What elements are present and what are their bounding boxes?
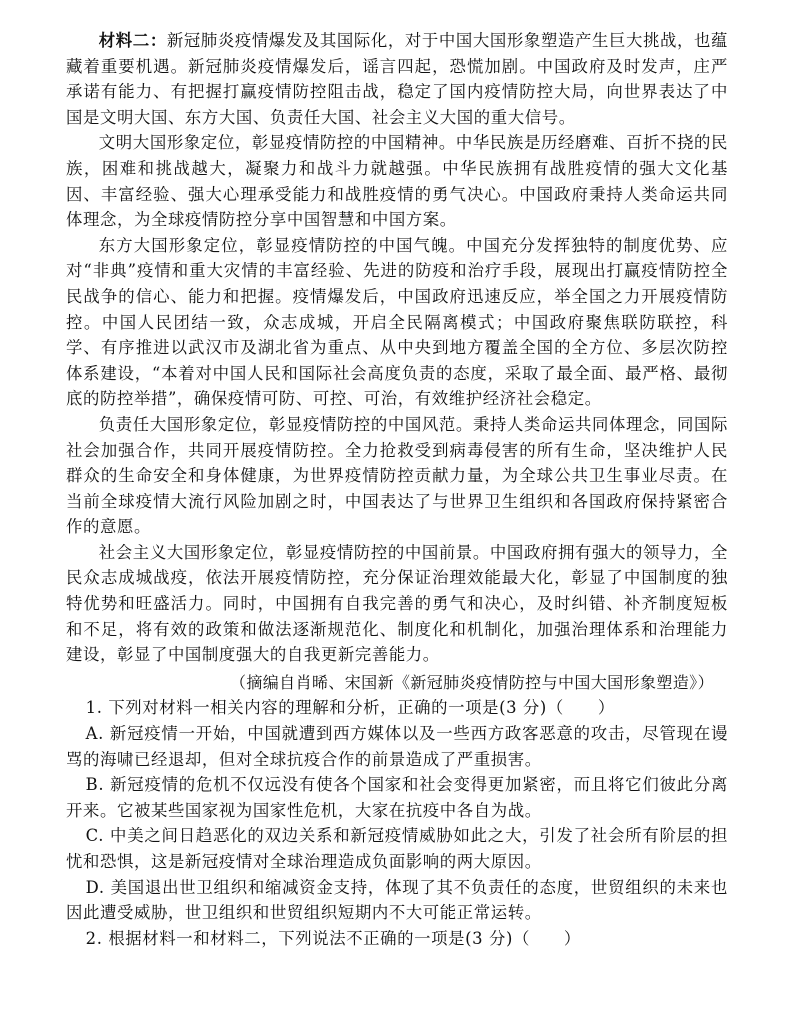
material2-paragraph-4: 负责任大国形象定位，彰显疫情防控的中国风范。秉持人类命运共同体理念，同国际社会加强合作，共同开展疫情防控。全力抢救受到病毒侵害的所有生命，坚决维护人民群众的生命安全和身体健康，为世界疫情防控贡献力量，为全球公共卫生事业尽责。在当前全球疫情大流行风险加剧之时，中国表达了与世界卫生组织和各国政府保持紧密合作的意愿。 [66,414,728,537]
material2-paragraph-2: 文明大国形象定位，彰显疫情防控的中国精神。中华民族是历经磨难、百折不挠的民族，困难和挑战越大，凝聚力和战斗力就越强。中华民族拥有战胜疫情的强大文化基因、丰富经验、强大心理承受能力和战胜疫情的勇气决心。中国政府秉持人类命运共同体理念，为全球疫情防控分享中国智慧和中国方案。 [66,133,728,230]
material2-paragraph-5: 社会主义大国形象定位，彰显疫情防控的中国前景。中国政府拥有强大的领导力，全民众志成城战疫，依法开展疫情防控，充分保证治理效能最大化，彰显了中国制度的独特优势和旺盛活力。同时，中国拥有自我完善的勇气和决心，及时纠错、补齐制度短板和不足，将有效的政策和做法逐渐规范化、制度化和机制化，加强治理体系和治理能力建设，彰显了中国制度强大的自我更新完善能力。 [66,542,728,665]
material2-label: 材料二： [98,31,167,50]
document-page [66,28,728,951]
question-2-stem: 2. 根据材料一和材料二，下列说法不正确的一项是(3 分)（ ） [85,928,581,948]
question-1-option-a: A. 新冠疫情一开始，中国就遭到西方媒体以及一些西方政客恶意的攻击，尽管现在谩骂的海啸已经退却，但对全球抗疫合作的前景造成了严重损害。 [66,724,728,769]
material2-paragraph-3: 东方大国形象定位，彰显疫情防控的中国气魄。中国充分发挥独特的制度优势、应对“非典”疫情和重大灾情的丰富经验、先进的防疫和治疗手段，展现出打赢疫情防控全民战争的信心、能力和把握。疫情爆发后，中国政府迅速反应，举全国之力开展疫情防控。中国人民团结一致，众志成城，开启全民隔离模式；中国政府聚焦联防联控，科学、有序推进以武汉市及湖北省为重点、从中央到地方覆盖全国的全方位、多层次防控体系建设，“本着对中国人民和国际社会高度负责的态度，采取了最全面、最严格、最彻底的防控举措”，确保疫情可防、可控、可治，有效维护经济社会稳定。 [66,235,728,409]
material2-paragraph-1-text: 新冠肺炎疫情爆发及其国际化，对于中国大国形象塑造产生巨大挑战，也蕴藏着重要机遇。新冠肺炎疫情爆发后，谣言四起，恐慌加剧。中国政府及时发声，庄严承诺有能力、有把握打赢疫情防控阻击战，稳定了国内疫情防控大局，向世界表达了中国是文明大国、东方大国、负责任大国、社会主义大国的重大信号。 [66,31,728,127]
source-citation: （摘编自肖晞、宋国新《新冠肺炎疫情防控与中国大国形象塑造》） [229,672,714,692]
question-1-stem: 1. 下列对材料一相关内容的理解和分析，正确的一项是(3 分)（ ） [85,698,615,718]
question-1-option-b: B. 新冠疫情的危机不仅远没有使各个国家和社会变得更加紧密，而且将它们彼此分离开来。它被某些国家视为国家性危机，大家在抗疫中各自为战。 [66,775,728,820]
question-1-option-c: C. 中美之间日趋恶化的双边关系和新冠疫情威胁如此之大，引发了社会所有阶层的担忧和恐惧，这是新冠疫情对全球治理造成负面影响的两大原因。 [66,826,728,871]
material2-paragraph-1 [66,28,728,130]
question-1-option-d: D. 美国退出世卫组织和缩减资金支持，体现了其不负责任的态度，世贸组织的未来也因此遭受威胁，世卫组织和世贸组织短期内不大可能正常运转。 [66,877,728,923]
